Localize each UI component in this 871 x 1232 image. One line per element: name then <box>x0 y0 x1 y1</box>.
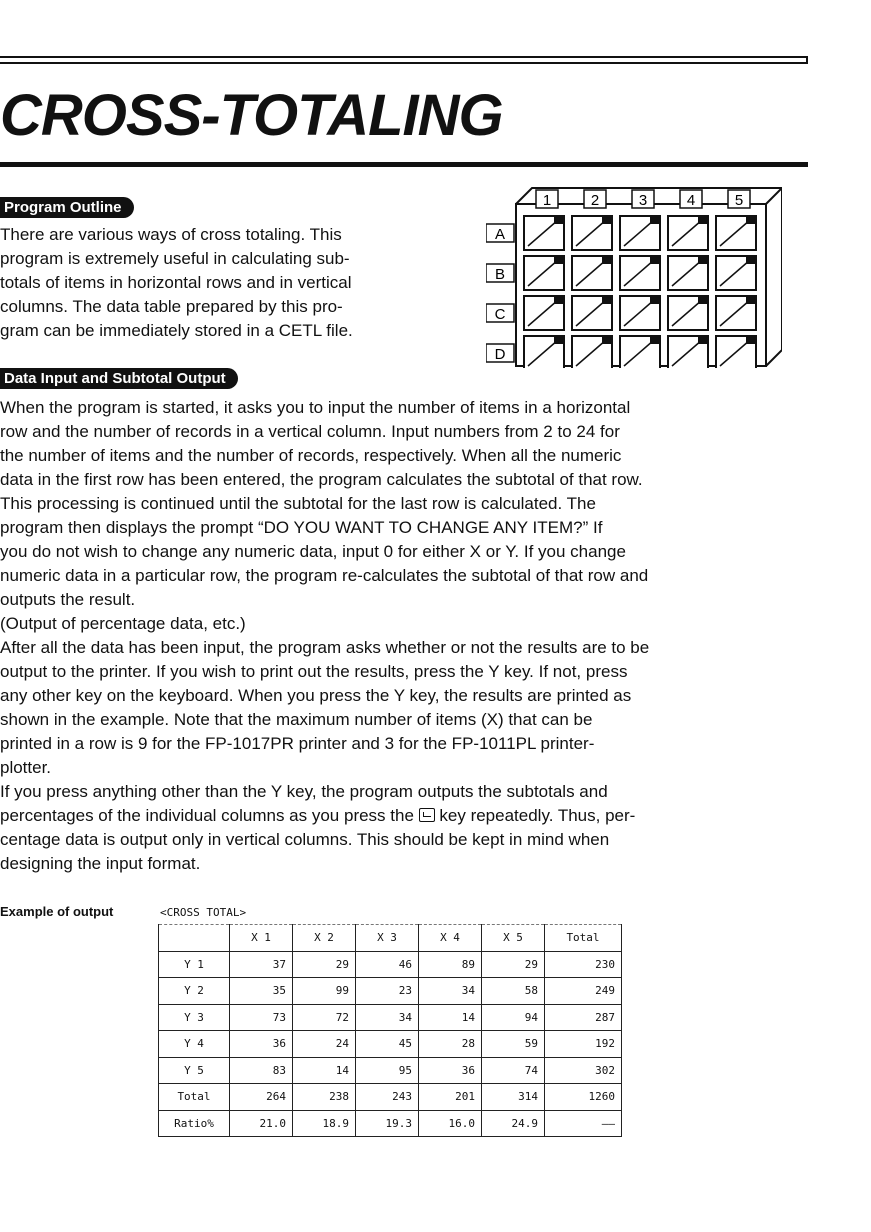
drawer-corner <box>698 336 708 344</box>
table-cell: 37 <box>230 951 293 978</box>
header-cell: Total <box>545 925 622 952</box>
data-input-line: program then displays the prompt “DO YOU WANT TO CHANGE ANY ITEM?” If <box>0 518 603 537</box>
table-cell: 95 <box>356 1057 419 1084</box>
table-ratio-row <box>159 1110 622 1137</box>
table-cell: 72 <box>293 1004 356 1031</box>
drawer-corner <box>650 216 660 224</box>
table-row <box>159 978 622 1005</box>
example-label: Example of output <box>0 904 114 919</box>
drawer-corner <box>746 216 756 224</box>
header-cell: X 1 <box>230 925 293 952</box>
top-rule <box>0 56 808 64</box>
drawer-corner <box>554 296 564 304</box>
data-input-line: When the program is started, it asks you to input the number of items in a horizontal <box>0 398 631 417</box>
table-cell: 34 <box>419 978 482 1005</box>
data-table-illustration <box>486 184 782 368</box>
data-input-line: row and the number of records in a vertical column. Input numbers from 2 to 24 for <box>0 422 620 441</box>
outline-line: totals of items in horizontal rows and in vertical <box>0 273 352 292</box>
row-label: Y 5 <box>159 1057 230 1084</box>
data-input-label: Data Input and Subtotal Output <box>0 368 238 389</box>
drawer-corner <box>554 216 564 224</box>
table-cell: 23 <box>356 978 419 1005</box>
row-tab-label: B <box>494 266 506 283</box>
table-row <box>159 1004 622 1031</box>
drawer-corner <box>602 256 612 264</box>
program-outline-label: Program Outline <box>0 197 134 218</box>
table-row <box>159 951 622 978</box>
header-cell: X 5 <box>482 925 545 952</box>
table-cell: 24 <box>293 1031 356 1058</box>
drawer-corner <box>602 296 612 304</box>
title-rule <box>0 162 808 167</box>
drawer-corner <box>698 256 708 264</box>
table-row <box>159 1031 622 1058</box>
data-input-line: the number of items and the number of records, respectively. When all the numeric <box>0 446 622 465</box>
drawer-corner <box>746 336 756 344</box>
drawer-corner <box>698 296 708 304</box>
table-cell: 238 <box>293 1084 356 1111</box>
drawer-corner <box>602 336 612 344</box>
table-cell: 83 <box>230 1057 293 1084</box>
header-cell <box>159 925 230 952</box>
header-cell: X 4 <box>419 925 482 952</box>
drawer-corner <box>746 296 756 304</box>
row-tab-label: D <box>494 346 506 363</box>
row-tab-label: A <box>494 226 506 243</box>
illus-box-edge <box>766 188 782 204</box>
drawer-corner <box>554 336 564 344</box>
table-cell: 29 <box>293 951 356 978</box>
table-cell: 264 <box>230 1084 293 1111</box>
percentage-line: shown in the example. Note that the maximum number of items (X) that can be <box>0 710 593 729</box>
pct-line-end: key repeatedly. Thus, per- <box>439 806 636 825</box>
drawer-corner <box>650 296 660 304</box>
drawer-corner <box>602 216 612 224</box>
table-cell: 46 <box>356 951 419 978</box>
table-cell: 29 <box>482 951 545 978</box>
row-label: Y 1 <box>159 951 230 978</box>
row-label: Y 3 <box>159 1004 230 1031</box>
table-cell: 249 <box>545 978 622 1005</box>
column-tab-label: 4 <box>686 192 696 209</box>
data-input-line: This processing is continued until the subtotal for the last row is calculated. The <box>0 494 596 513</box>
table-cell: 192 <box>545 1031 622 1058</box>
table-cell: 89 <box>419 951 482 978</box>
table-cell: 28 <box>419 1031 482 1058</box>
table-row <box>159 1057 622 1084</box>
table-cell: 74 <box>482 1057 545 1084</box>
row-label: Ratio% <box>159 1110 230 1137</box>
percentage-line <box>0 804 649 828</box>
percentage-line: plotter. <box>0 758 52 777</box>
table-cell: 58 <box>482 978 545 1005</box>
row-label: Total <box>159 1084 230 1111</box>
outline-line: There are various ways of cross totaling. This <box>0 225 342 244</box>
row-label: Y 4 <box>159 1031 230 1058</box>
table-cell: 36 <box>230 1031 293 1058</box>
table-cell: 21.0 <box>230 1110 293 1137</box>
table-cell: 24.9 <box>482 1110 545 1137</box>
table-cell: 16.0 <box>419 1110 482 1137</box>
percentage-line: After all the data has been input, the program asks whether or not the results are to be <box>0 638 650 657</box>
percentage-line: designing the input format. <box>0 854 201 873</box>
data-input-line: numeric data in a particular row, the program re-calculates the subtotal of that row and <box>0 566 649 585</box>
table-cell: 14 <box>293 1057 356 1084</box>
table-cell: 287 <box>545 1004 622 1031</box>
table-cell: 45 <box>356 1031 419 1058</box>
outline-line: program is extremely useful in calculating sub- <box>0 249 350 268</box>
column-tab-label: 3 <box>638 192 648 209</box>
row-tab-label: C <box>494 306 506 323</box>
percentage-heading: (Output of percentage data, etc.) <box>0 614 246 633</box>
outline-line: columns. The data table prepared by this pro- <box>0 297 343 316</box>
header-cell: X 3 <box>356 925 419 952</box>
header-cell: X 2 <box>293 925 356 952</box>
table-cell: 99 <box>293 978 356 1005</box>
table-cell: 18.9 <box>293 1110 356 1137</box>
percentage-line: output to the printer. If you wish to print out the results, press the Y key. If not, press <box>0 662 628 681</box>
example-caption: <CROSS TOTAL> <box>160 906 247 919</box>
drawer-corner <box>650 256 660 264</box>
percentage-line: printed in a row is 9 for the FP-1017PR printer and 3 for the FP-1011PL printer- <box>0 734 595 753</box>
row-label: Y 2 <box>159 978 230 1005</box>
table-header-row <box>159 925 622 952</box>
data-input-line: you do not wish to change any numeric data, input 0 for either X or Y. If you change <box>0 542 626 561</box>
table-cell: 73 <box>230 1004 293 1031</box>
percentage-line: centage data is output only in vertical columns. This should be kept in mind when <box>0 830 610 849</box>
table-cell: 36 <box>419 1057 482 1084</box>
table-cell: 302 <box>545 1057 622 1084</box>
table-cell: 201 <box>419 1084 482 1111</box>
table-cell: 59 <box>482 1031 545 1058</box>
drawer-corner <box>650 336 660 344</box>
table-cell: 243 <box>356 1084 419 1111</box>
table-cell: 94 <box>482 1004 545 1031</box>
outline-line: gram can be immediately stored in a CETL file. <box>0 321 353 340</box>
table-cell: —— <box>545 1110 622 1137</box>
table-cell: 1260 <box>545 1084 622 1111</box>
drawer-corner <box>698 216 708 224</box>
column-tab-label: 2 <box>590 192 600 209</box>
percentage-line: If you press anything other than the Y key, the program outputs the subtotals and <box>0 782 608 801</box>
table-cell: 314 <box>482 1084 545 1111</box>
table-cell: 14 <box>419 1004 482 1031</box>
page-title: CROSS-TOTALING <box>0 83 503 148</box>
data-input-line: data in the first row has been entered, the program calculates the subtotal of that row. <box>0 470 643 489</box>
data-input-text <box>0 396 649 876</box>
table-total-row <box>159 1084 622 1111</box>
drawer-corner <box>746 256 756 264</box>
program-outline-text <box>0 223 353 343</box>
table-cell: 230 <box>545 951 622 978</box>
column-tab-label: 1 <box>542 192 552 209</box>
drawer-corner <box>554 256 564 264</box>
table-cell: 35 <box>230 978 293 1005</box>
table-cell: 34 <box>356 1004 419 1031</box>
data-input-line: outputs the result. <box>0 590 136 609</box>
column-tab-label: 5 <box>734 192 744 209</box>
percentage-line: any other key on the keyboard. When you press the Y key, the results are printed as <box>0 686 632 705</box>
example-output-table <box>158 924 622 1137</box>
table-cell: 19.3 <box>356 1110 419 1137</box>
return-key-icon <box>419 808 435 822</box>
pct-line-start: percentages of the individual columns as you press the <box>0 806 414 825</box>
